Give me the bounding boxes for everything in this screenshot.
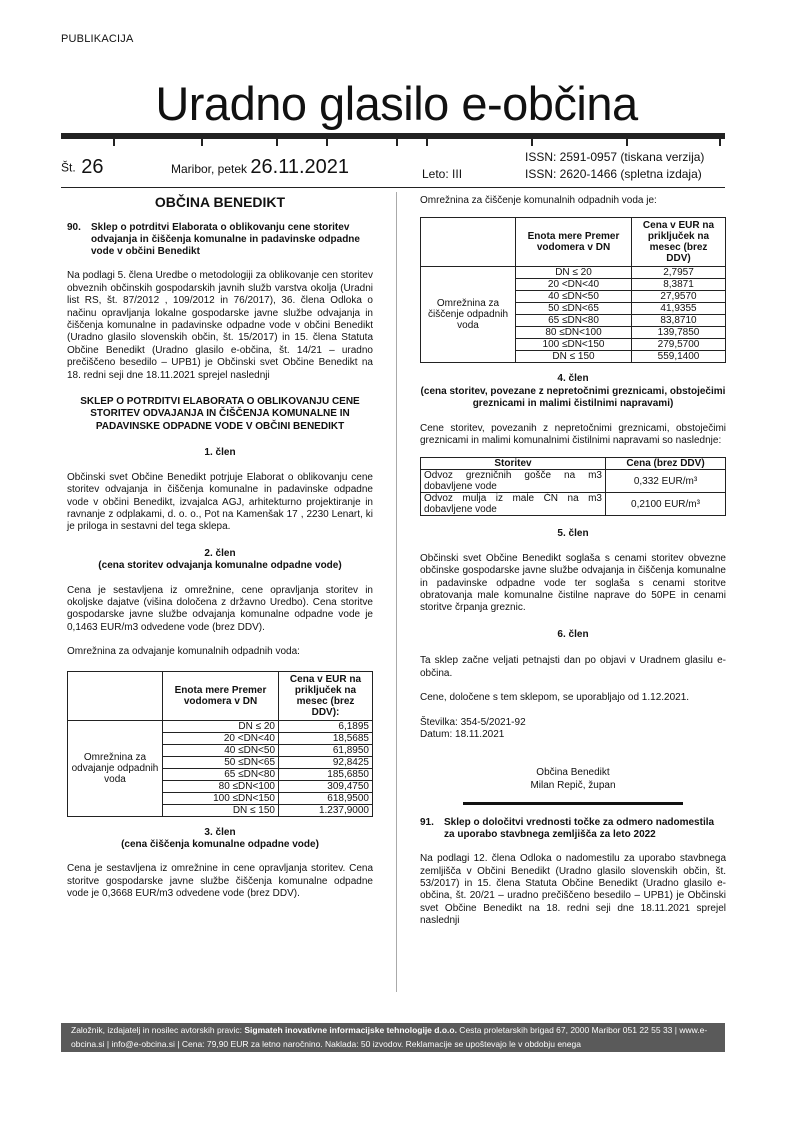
table-row: 20 <DN<40 8,3871 [421,279,726,291]
issn-print: ISSN: 2591-0957 (tiskana verzija) [525,150,705,164]
table-row: 100 ≤DN<150 279,5700 [421,339,726,351]
masthead-title: Uradno glasilo e-občina [155,77,638,130]
signature-organization: Občina Benedikt [536,767,610,779]
decision-title: SKLEP O POTRDITVI ELABORATA O OBLIKOVANJU CENE STORITEV ODVAJANJA IN ČIŠČENJA KOMUNALNE IN PADAVINSKE ODPADNE VODE V OBČINI BENEDIKT [80,396,360,432]
publication-label: PUBLIKACIJA [61,33,134,45]
publisher-footer: Založnik, izdajatelj in nosilec avtorskih pravic: Sigmateh inovativne informacijske tehnologije d.o.o. Cesta proletarskih brigad 67, 2000 Maribor 051 22 55 33 | www.e-obcina.si | info@e-obcina.si | Cena: 79,90 EUR za letno naročnino. Naklada: 50 izvodov. Reklamacije se upoštevajo le v obdobju enega [61,1023,725,1052]
table-row: 20 <DN<40 18,5685 [68,732,373,744]
left-column [67,195,373,901]
table-row: Omrežnina za čiščenje odpadnih voda DN ≤ 20 2,7957 [421,267,726,279]
table-row: 65 ≤DN<80 185,6850 [68,768,373,780]
table-row: 40 ≤DN<50 61,8950 [68,744,373,756]
article-3-heading: 3. člen [204,826,236,838]
article-1-text: Občinski svet Občine Benedikt potrjuje Elaborat o oblikovanju cene storitev odvajanja in čiščenja komunalne in padavinske odpadne vode v občini Benedikt, izvajalca AGJ, arhitekturno projektiranje in ravnanje z odplakami, d. o. o., Pot na Kamenšak 17 , 2230 Lenart, ki je priloga in sestavni del tega sklepa. [67,471,373,533]
section-separator [463,802,683,805]
publisher-name: Sigmateh inovativne informacijske tehnologije d.o.o. [244,1025,457,1035]
table-row: 80 ≤DN<100 139,7850 [421,327,726,339]
table-row: Odvoz mulja iz male ČN na m3 dobavljene vode 0,2100 EUR/m³ [421,493,726,516]
table1-header-dn: Enota mere Premer vodomera v DN [163,671,279,720]
article-4-subtitle: (cena storitev, povezane z nepretočnimi greznicami, obstoječimi greznicami in malimi čistilnimi napravami) [420,385,726,410]
table-row: 100 ≤DN<150 618,9500 [68,792,373,804]
table-row: Odvoz grezničnih gošče na m3 dobavljene vode 0,332 EUR/m³ [421,470,726,493]
table-row: 50 ≤DN<65 41,9355 [421,303,726,315]
right-column [420,195,726,928]
article-4-heading: 4. člen [557,373,589,385]
header-divider [61,187,725,188]
signature-name: Milan Repič, župan [530,779,616,791]
masthead-ticks [61,139,725,146]
article-2-subtitle: (cena storitev odvajanja komunalne odpadne vode) [98,560,342,572]
table-odvajanje [67,671,373,817]
article-6-heading: 6. člen [557,628,589,640]
document-date: Datum: 18.11.2021 [420,728,505,740]
municipality-heading: OBČINA BENEDIKT [154,194,286,210]
article-3-text: Cena je sestavljena iz omrežnine in cene opravljanja storitev. Cena storitve gospodarske javne službe čiščenja komunalne odpadne vode je 0,3668 EUR/m3 odvedene vode (brez DDV). [67,863,373,900]
article-2-text: Cena je sestavljena iz omrežnine, cene opravljanja storitev in okoljske dajatve (višina določena z državno Uredbo). Cena storitve gospodarske javne službe odvajanja komunalne odpadne vode je 0,1463 EUR/m3 odvedene vode (brez DDV). [67,584,373,633]
article-6-text-2: Cene, določene s tem sklepom, se uporabljajo od 1.12.2021. [420,692,690,704]
issn-online: ISSN: 2620-1466 (spletna izdaja) [525,167,702,181]
article-6-text: Ta sklep začne veljati petnajsti dan po objavi v Uradnem glasilu e-občina. [420,655,726,679]
document-number: Številka: 354-5/2021-92 [420,716,526,728]
article-5-text: Občinski svet Občine Benedikt soglaša s cenami storitev obvezne občinske gospodarske javne službe odvajanja in čiščenja komunalne in padavinske odpadne vode ter soglaša s cenami storitve obratovanja male komunalne čistilne naprave do 50PE in cenami storitve črpanja greznic. [420,552,726,614]
table-row: 40 ≤DN<50 27,9570 [421,291,726,303]
table2-row-label: Omrežnina za čiščenje odpadnih voda [421,267,516,363]
article-1-heading: 1. člen [204,447,236,459]
section-91-heading: 91. Sklep o določitvi vrednosti točke za odmero nadomestila za uporabo stavbnega zemljišča za leto 2022 [420,817,715,841]
section-90-intro: Na podlagi 5. člena Uredbe o metodologiji za oblikovanje cen storitev obveznih občinskih gospodarskih javnih služb varstva okolja (Uradni list RS, št. 87/2012 , 109/2012 in 76/2017), 36. člena Odloka o načinu opravljanja lokalne gospodarske javne službe odvajanja in čiščenja komunalne in padavinske odpadne vode v občini Benedikt (Uradno glasilo slovenskih občin, št. 15/2017) in 15. člena Statuta Občine Benedikt (Uradno glasilo e-občina, št. 14/21 – uradno prečiščeno besedilo – UPB1) je Občinski svet Občine Benedikt na 18. redni seji dne 18.11.2021 sprejel naslednji [67,270,373,381]
table2-header-dn: Enota mere Premer vodomera v DN [516,218,632,267]
table-row: Omrežnina za odvajanje odpadnih voda DN ≤ 20 6,1895 [68,720,373,732]
table3-header-service: Storitev [421,458,606,470]
issue-year: Leto: III [422,167,463,181]
table1-intro: Omrežnina za odvajanje komunalnih odpadnih voda: [67,646,300,658]
article-3-subtitle: (cena čiščenja komunalne odpadne vode) [121,838,319,850]
section-90-heading: 90. Sklep o potrditvi Elaborata o oblikovanju cene storitev odvajanja in čiščenja komunalne in padavinske odpadne vode v občini Benedikt [67,222,360,258]
table-ciscenje [420,217,726,363]
table-row: DN ≤ 150 559,1400 [421,351,726,363]
table2-intro: Omrežnina za čiščenje komunalnih odpadnih voda je: [420,195,657,206]
article-5-heading: 5. člen [557,528,589,540]
section-91-text: Na podlagi 12. člena Odloka o nadomestilu za uporabo stavbnega zemljišča v Občini Benedikt (Uradno glasilo slovenskih občin, št. 53/2017) in 15. člena Statuta Občine Benedikt (Uradno glasilo e-občina, št. 20/21 – uradno prečiščeno besedilo – UPB1) je Občinski svet Občine Benedikt na 18. redni seji dne 18.11.2021 sprejel naslednji [420,853,726,927]
table3-header-price: Cena (brez DDV) [606,458,726,470]
issue-date: Maribor, petek 26.11.2021 [171,156,350,178]
table1-header-price: Cena v EUR na priključek na mesec (brez DDV): [279,671,373,720]
issue-number: Št. 26 [61,156,104,178]
article-2-heading: 2. člen [204,547,236,559]
table-row: 80 ≤DN<100 309,4750 [68,780,373,792]
article-4-text: Cene storitev, povezanih z nepretočnimi greznicami, obstoječimi greznicami in malimi komunalnimi čistilnimi napravami so naslednje: [420,422,726,447]
table-row: DN ≤ 150 1.237,9000 [68,804,373,816]
table-row: 50 ≤DN<65 92,8425 [68,756,373,768]
column-divider [396,192,397,992]
table-services [420,457,726,516]
table2-header-price: Cena v EUR na priključek na mesec (brez DDV) [632,218,726,267]
table-row: 65 ≤DN<80 83,8710 [421,315,726,327]
table1-row-label: Omrežnina za odvajanje odpadnih voda [68,720,163,816]
